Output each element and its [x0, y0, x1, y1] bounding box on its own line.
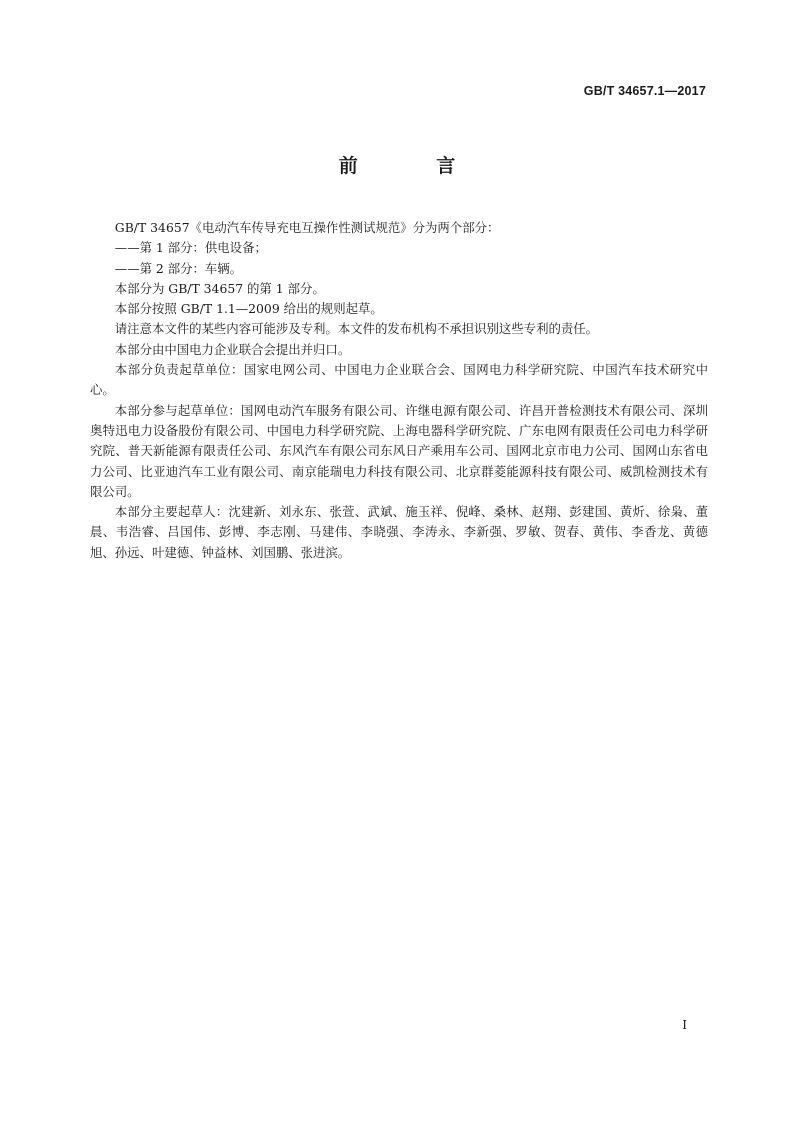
paragraph-parts-intro: GB/T 34657《电动汽车传导充电互操作性测试规范》分为两个部分：: [114, 220, 500, 235]
paragraph-drafting-rules: 本部分按照 GB/T 1.1—2009 给出的规则起草。: [114, 301, 383, 317]
paragraph-participating-drafters: 本部分参与起草单位：国网电动汽车服务有限公司、许继电源有限公司、许昌开普检测技术有限公司、深圳奥特迅电力设备股份有限公司、中国电力科学研究院、上海电器科学研究院、广东电网有限责任公司电力科学研究院、普天新能源有限责任公司、东风汽车有限公司东风日产乘用车公司、国网北京市电力公司、国网山东省电力公司、比亚迪汽车工业有限公司、南京能瑞电力科技有限公司、北京群菱能源科技有限公司、威凯检测技术有限公司。: [90, 402, 708, 499]
standard-code: GB/T 34657.1—2017: [583, 84, 706, 98]
paragraph-part-2: ——第 2 部分：车辆。: [114, 260, 243, 276]
page-number: I: [682, 1018, 687, 1032]
page-title: 前 言: [338, 155, 492, 177]
paragraph-main-drafters: 本部分主要起草人：沈建新、刘永东、张萱、武斌、施玉祥、倪峰、桑林、赵翔、彭建国、黄炘、徐枭、董晨、韦浩睿、吕国伟、彭博、李志刚、马建伟、李晓强、李涛永、李新强、罗敏、贺春、黄伟、李香龙、黄德旭、孙远、叶建德、钟益林、刘国鹏、张进滨。: [90, 504, 708, 560]
paragraph-proposer: 本部分由中国电力企业联合会提出并归口。: [114, 341, 351, 357]
paragraph-part-1: ——第 1 部分：供电设备；: [114, 240, 267, 256]
paragraph-this-part: 本部分为 GB/T 34657 的第 1 部分。: [114, 280, 325, 296]
foreword-body: [90, 218, 708, 563]
paragraph-patent-notice: 请注意本文件的某些内容可能涉及专利。本文件的发布机构不承担识别这些专利的责任。: [114, 321, 599, 337]
paragraph-lead-drafters: 本部分负责起草单位：国家电网公司、中国电力企业联合会、国网电力科学研究院、中国汽车技术研究中心。: [90, 362, 708, 398]
